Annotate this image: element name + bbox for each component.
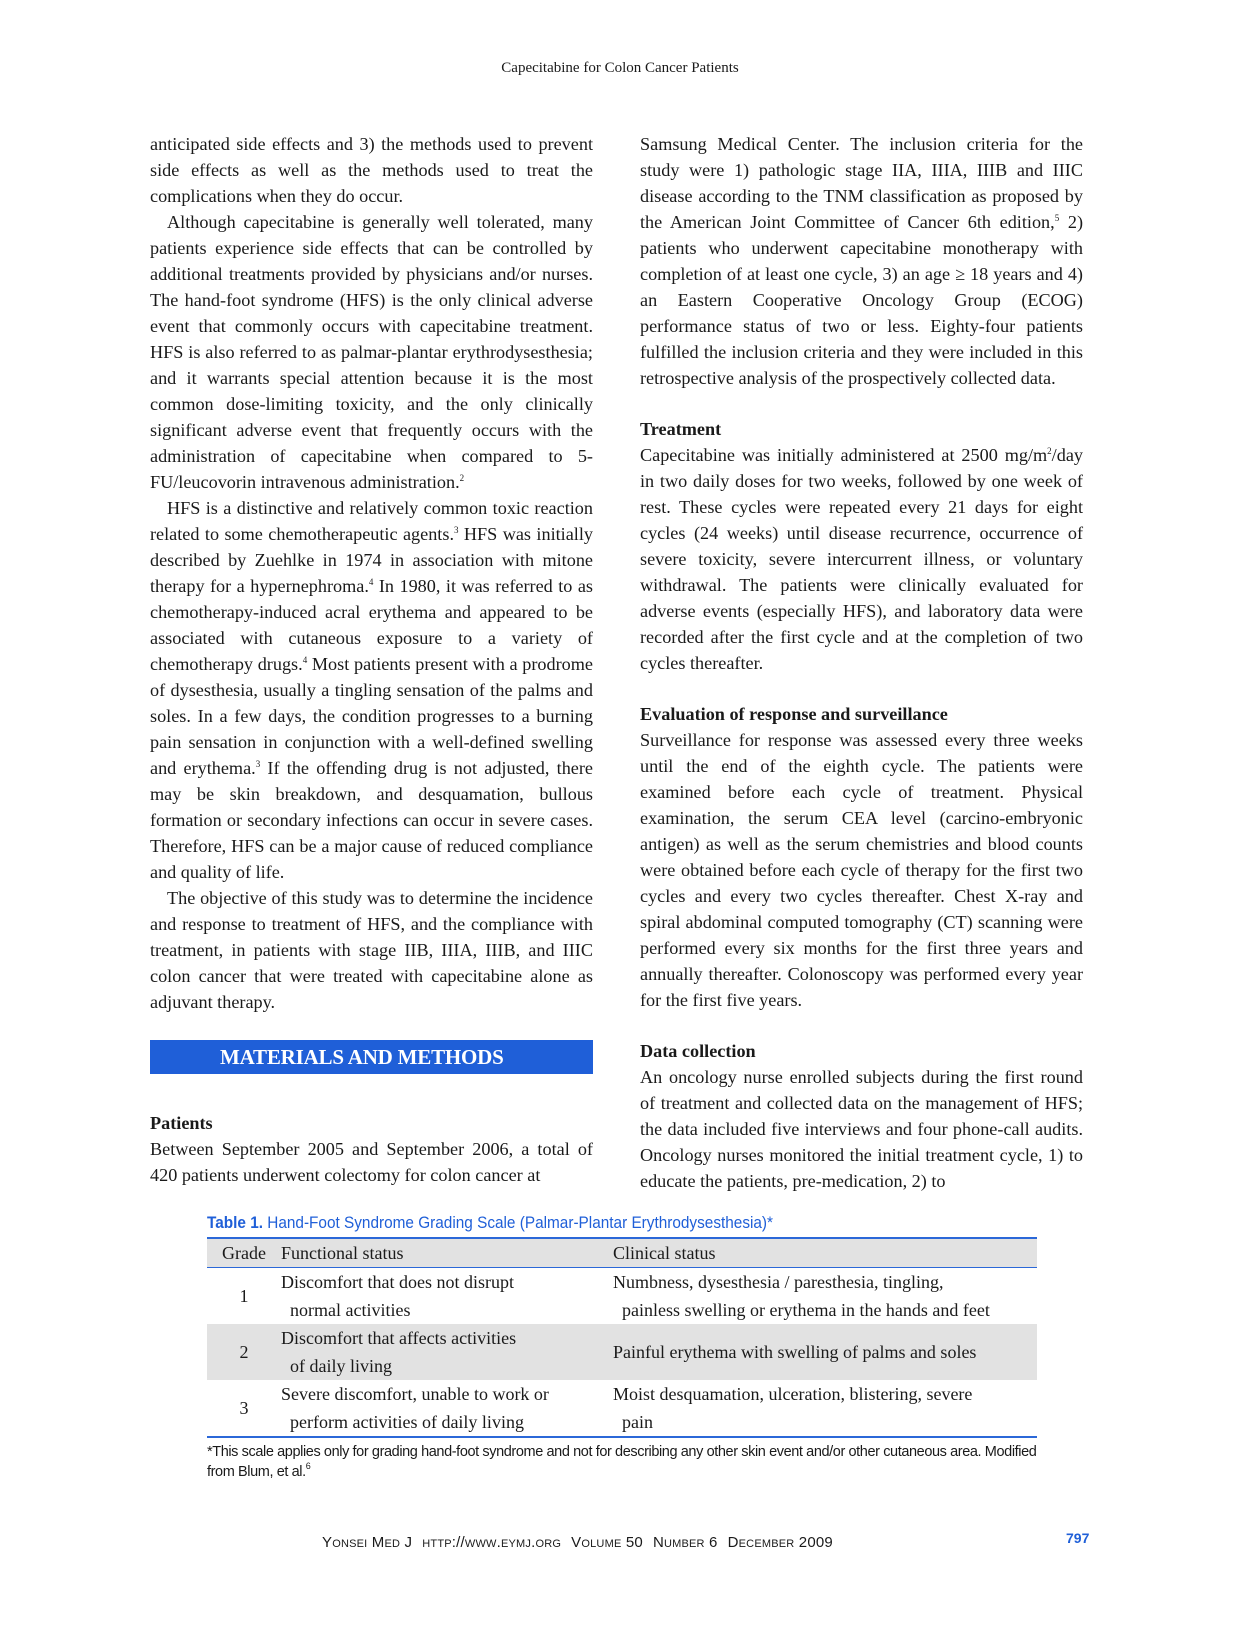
page-number: 797 <box>1066 1530 1090 1546</box>
table-caption: Table 1. Hand-Foot Syndrome Grading Scale (Palmar-Plantar Erythrodysesthesia)* <box>207 1214 774 1232</box>
reference-superscript[interactable]: 3 <box>255 759 261 769</box>
table-footnote: *This scale applies only for grading hand-foot syndrome and not for describing any other skin event and/or other cutaneous area. Modified from Blum, et al.$^6$ <box>207 1444 1037 1480</box>
paragraph: The objective of this study was to determine the incidence and response to treatment of HFS, and the compliance with treatment, in patients with stage IIB, IIIA, IIIB, and IIIC colon cancer that were treated with capecitabine alone as adjuvant therapy. <box>150 888 593 1012</box>
issue-number: Number 6 <box>652 1534 718 1551</box>
table-row <box>207 1324 1037 1380</box>
grade-cell: 2 <box>239 1342 249 1362</box>
journal-citation <box>322 1534 843 1551</box>
issue-date: December 2009 <box>727 1534 833 1551</box>
reference-superscript[interactable]: 4 <box>302 655 308 665</box>
clinical-cell: Numbness, dysesthesia / paresthesia, tingling, painless swelling or erythema in the hands and feet <box>613 1272 990 1320</box>
grading-table <box>207 1237 1037 1438</box>
grade-cell: 1 <box>239 1286 249 1306</box>
reference-superscript[interactable]: 4 <box>368 577 374 587</box>
paragraph: An oncology nurse enrolled subjects during the first round of treatment and collected data on the management of HFS; the data included five interviews and four phone-call audits. Oncology nurses monitored the initial treatment cycle, 1) to educate the patients, pre-medication, 2) to <box>640 1067 1083 1191</box>
subsection-heading: Patients <box>150 1113 213 1133</box>
paragraph: HFS is a distinctive and relatively common toxic reaction related to some chemotherapeutic agents.$^3$ HFS was initially described by Zuehlke in 1974 in association with mitone therapy for a hypernephroma.$^4$ In 1980, it was referred to as chemotherapy-induced acral erythema and appeared to be associated with cutaneous exposure to a variety of chemotherapy drugs.$^4$ Most patients present with a prodrome of dysesthesia, usually a tingling sensation of the palms and soles. In a few days, the condition progresses to a burning pain sensation in conjunction with a well-defined swelling and erythema.$^3$ If the offending drug is not adjusted, there may be skin breakdown, and desquamation, bullous formation or secondary infections can occur in severe cases. Therefore, HFS can be a major cause of reduced compliance and quality of life. <box>150 498 593 882</box>
grade-cell: 3 <box>239 1398 249 1418</box>
column-header: Grade <box>222 1242 266 1263</box>
subsection-heading: Evaluation of response and surveillance <box>640 704 948 724</box>
reference-superscript[interactable]: 6 <box>305 1461 311 1471</box>
table-1 <box>207 1214 1037 1482</box>
paragraph: Capecitabine was initially administered at 2500 $mg/m^2$/day in two daily doses for two weeks, followed by one week of rest. These cycles were repeated every 21 days for eight cycles (24 weeks) until disease recurrence, occurrence of severe toxicity, severe intercurrent illness, or voluntary withdrawal. The patients were clinically evaluated for adverse events (especially HFS), and laboratory data were recorded after the first cycle and at the completion of two cycles thereafter. <box>640 445 1083 673</box>
table-header-row <box>207 1238 1037 1268</box>
paragraph: Between September 2005 and September 2006, a total of 420 patients underwent colectomy for colon cancer at <box>150 1139 593 1185</box>
right-column <box>640 131 1083 1194</box>
reference-superscript[interactable]: 5 <box>1054 213 1060 223</box>
paragraph: Although capecitabine is generally well tolerated, many patients experience side effects that can be controlled by additional treatments provided by physicians and/or nurses. The hand-foot syndrome (HFS) is the only clinical adverse event that commonly occurs with capecitabine treatment. HFS is also referred to as palmar-plantar erythrodysesthesia; and it warrants special attention because it is the most common dose-limiting toxicity, and the only clinically significant adverse event that frequently occurs with the administration of capecitabine when compared to 5-FU/leucovorin intravenous administration.$^2$ <box>150 212 593 492</box>
journal-name: Yonsei Med J <box>322 1534 413 1551</box>
clinical-cell: Moist desquamation, ulceration, blistering, severe pain <box>613 1384 973 1432</box>
journal-url[interactable]: http://www.eymj.org <box>422 1534 562 1551</box>
functional-cell: Severe discomfort, unable to work or perform activities of daily living <box>281 1384 549 1432</box>
left-column <box>150 131 593 1188</box>
paragraph: anticipated side effects and 3) the methods used to prevent side effects as well as the methods used to treat the complications when they do occur. <box>150 134 593 206</box>
reference-superscript[interactable]: 3 <box>454 525 459 535</box>
page-footer <box>0 1530 1240 1560</box>
running-head: Capecitabine for Colon Cancer Patients <box>501 60 739 76</box>
clinical-cell: Painful erythema with swelling of palms and soles <box>613 1342 977 1362</box>
subsection-heading: Treatment <box>640 419 722 439</box>
table-row <box>207 1380 1037 1437</box>
subsection-heading: Data collection <box>640 1041 756 1061</box>
section-heading: MATERIALS AND METHODS <box>150 1040 593 1074</box>
paragraph: Surveillance for response was assessed every three weeks until the end of the eighth cycle. The patients were examined before each cycle of treatment. Physical examination, the serum CEA level (carcino-embryonic antigen) as well as the serum chemistries and blood counts were obtained before each cycle of therapy for the first two cycles and every two cycles thereafter. Chest X-ray and spiral abdominal computed tomography (CT) scanning were performed every six months for the first three years and annually thereafter. Colonoscopy was performed every year for the first five years. <box>640 730 1083 1010</box>
unit-superscript: 2 <box>1047 446 1052 456</box>
functional-cell: Discomfort that does not disrupt normal activities <box>281 1272 514 1320</box>
table-row <box>207 1268 1037 1325</box>
paragraph: Samsung Medical Center. The inclusion criteria for the study were 1) pathologic stage IIA, IIIA, IIIB and IIIC disease according to the TNM classification as proposed by the American Joint Committee of Cancer 6th edition,$^5$ 2) patients who underwent capecitabine monotherapy with completion of at least one cycle, 3) an age ≥ 18 years and 4) an Eastern Cooperative Oncology Group (ECOG) performance status of two or less. Eighty-four patients fulfilled the inclusion criteria and they were included in this retrospective analysis of the prospectively collected data. <box>640 134 1083 388</box>
functional-cell: Discomfort that affects activities of daily living <box>281 1328 517 1376</box>
reference-superscript[interactable]: 2 <box>459 473 465 483</box>
column-header: Clinical status <box>613 1242 716 1263</box>
column-header: Functional status <box>281 1242 404 1263</box>
volume: Volume 50 <box>571 1534 643 1551</box>
